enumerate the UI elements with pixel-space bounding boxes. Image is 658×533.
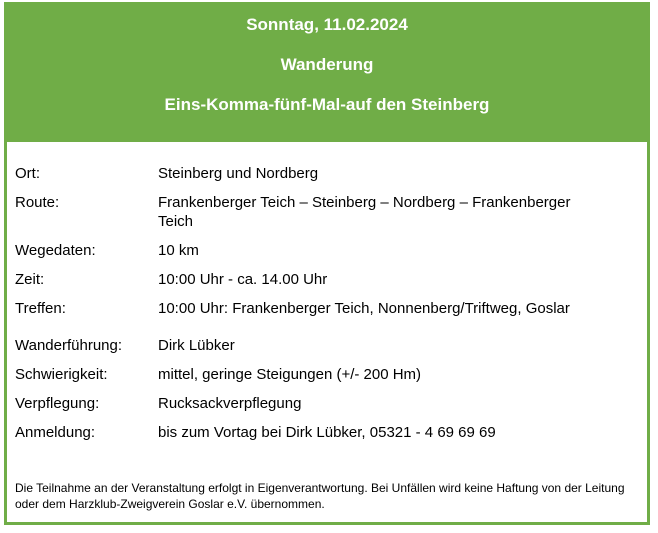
event-date: Sonntag, 11.02.2024 bbox=[246, 15, 408, 34]
event-card bbox=[4, 2, 650, 525]
detail-label: Verpflegung: bbox=[15, 395, 100, 412]
detail-value: bis zum Vortag bei Dirk Lübker, 05321 - 4 69 69 69 bbox=[158, 424, 496, 441]
event-header bbox=[7, 5, 647, 142]
event-details bbox=[15, 164, 639, 452]
detail-row-treffen bbox=[15, 299, 639, 318]
event-title: Eins-Komma-fünf-Mal-auf den Steinberg bbox=[164, 95, 490, 114]
detail-value: Steinberg und Nordberg bbox=[158, 165, 319, 182]
detail-row-route bbox=[15, 193, 639, 231]
detail-label: Schwierigkeit: bbox=[15, 366, 108, 383]
detail-row-ort bbox=[15, 164, 639, 183]
detail-value: Frankenberger Teich – Steinberg – Nordberg – Frankenberger Teich bbox=[158, 194, 571, 230]
detail-label: Route: bbox=[15, 194, 60, 211]
detail-value: 10 km bbox=[158, 242, 199, 259]
detail-label: Wanderführung: bbox=[15, 337, 123, 354]
detail-row-wegedaten bbox=[15, 241, 639, 260]
liability-disclaimer: Die Teilnahme an der Veranstaltung erfolgt in Eigenverantwortung. Bei Unfällen wird keine Haftung von der Leitung oder dem Harzklub-Zweigverein Goslar e.V. übernommen. bbox=[15, 481, 625, 511]
detail-row-schwierigkeit bbox=[15, 365, 639, 384]
detail-row-wanderfuehrung bbox=[15, 336, 639, 355]
detail-label: Wegedaten: bbox=[15, 242, 96, 259]
detail-label: Treffen: bbox=[15, 300, 66, 317]
detail-value: 10:00 Uhr - ca. 14.00 Uhr bbox=[158, 271, 328, 288]
detail-value: 10:00 Uhr: Frankenberger Teich, Nonnenberg/Triftweg, Goslar bbox=[158, 300, 570, 317]
detail-row-zeit bbox=[15, 270, 639, 289]
detail-value: Rucksackverpflegung bbox=[158, 395, 302, 412]
detail-row-anmeldung bbox=[15, 423, 639, 442]
event-type: Wanderung bbox=[280, 55, 374, 74]
detail-row-verpflegung bbox=[15, 394, 639, 413]
detail-label: Anmeldung: bbox=[15, 424, 96, 441]
detail-value: Dirk Lübker bbox=[158, 337, 235, 354]
detail-value: mittel, geringe Steigungen (+/- 200 Hm) bbox=[158, 366, 422, 383]
detail-label: Ort: bbox=[15, 165, 40, 182]
detail-label: Zeit: bbox=[15, 271, 45, 288]
